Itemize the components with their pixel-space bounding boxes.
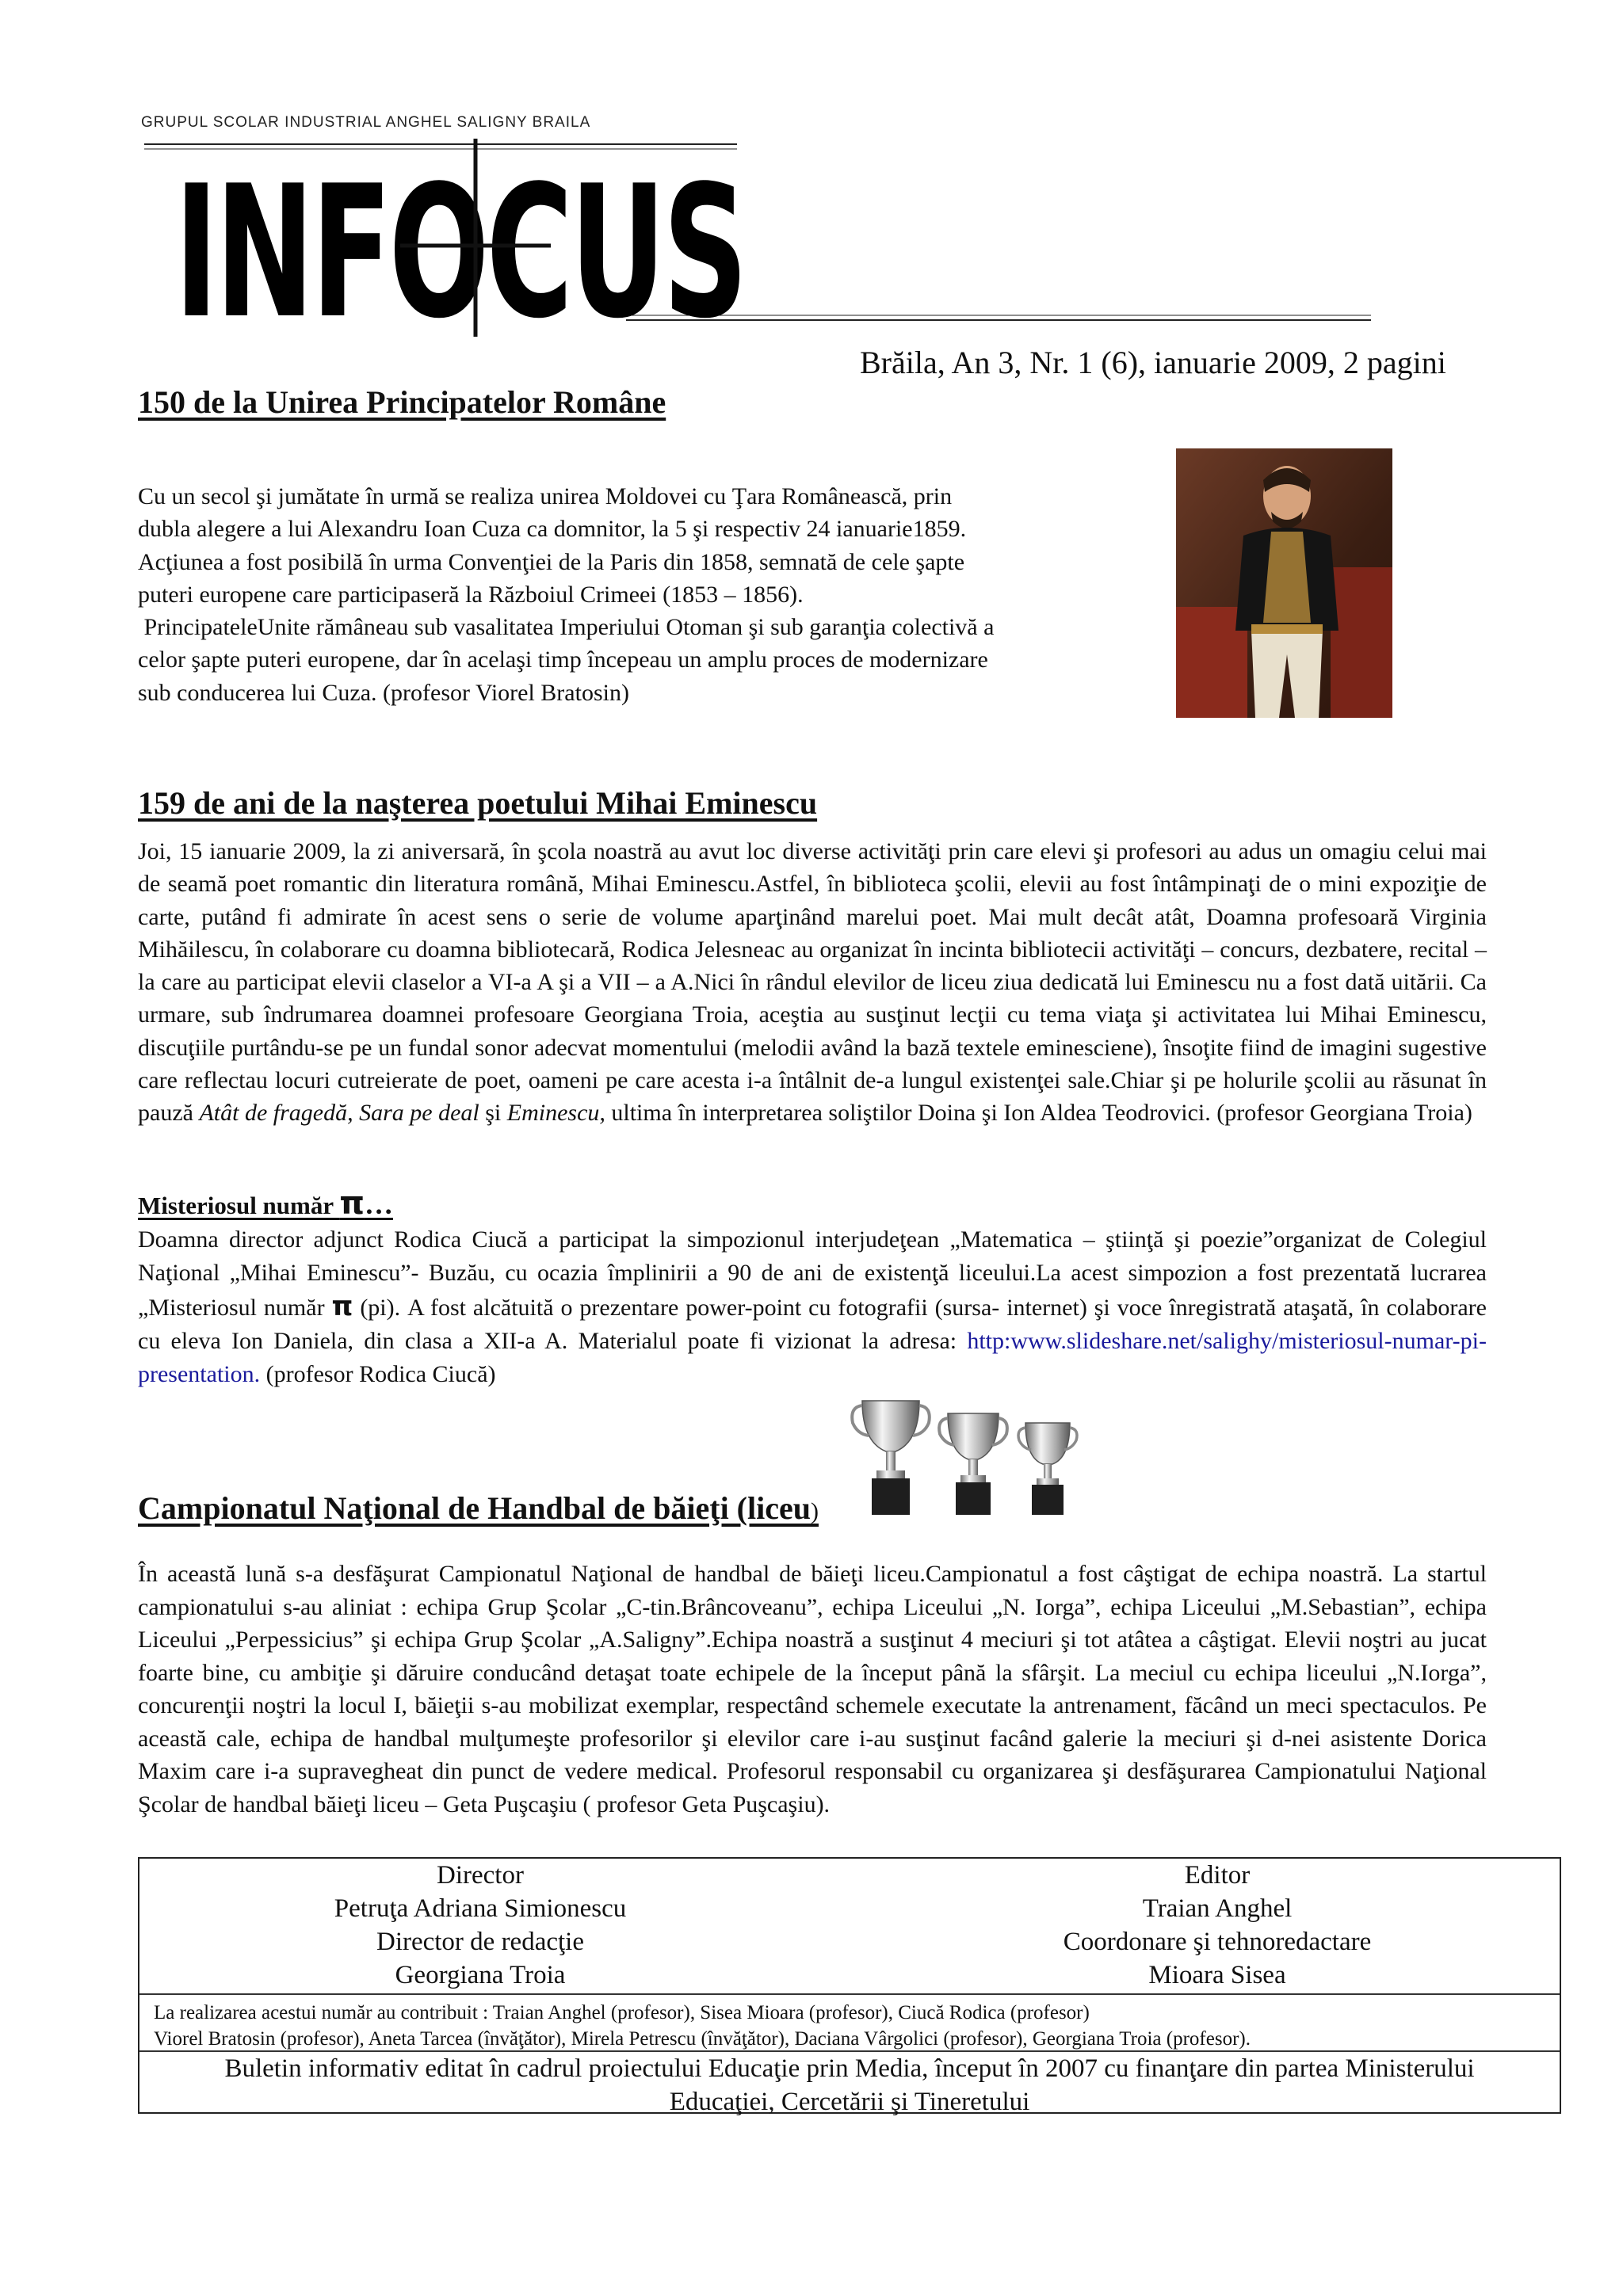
article3-body	[138, 1223, 1487, 1391]
article2-song3: Eminescu,	[506, 1100, 605, 1127]
article2-conj: şi	[479, 1100, 507, 1127]
credits-right-line: Coordonare şi tehnoredactare	[1063, 1928, 1372, 1956]
article1-line: puteri europene care participaseră la Războiul Crimeei (1853 – 1856).	[138, 581, 804, 608]
credits-left-line: Petruţa Adriana Simionescu	[334, 1894, 627, 1923]
contributors	[139, 1993, 1560, 2052]
credits-left-line: Director	[437, 1861, 524, 1890]
credits-right-line: Editor	[1184, 1861, 1251, 1890]
article1-line: Cu un secol şi jumătate în urmă se realiza unirea Moldovei cu Ţara Românească, prin	[138, 483, 953, 509]
article3-text-mid: (pi). A fost alcătuită o prezentare power-point cu fotografii (sursa- internet) şi voce înregistrată ataşată, în colaborare cu eleva Ion Daniela, din clasa a XII-a A. Materialul poate fi vizionat la adresa:	[138, 1295, 1487, 1354]
credits-box	[138, 1857, 1561, 2114]
pi-symbol: π	[339, 1185, 365, 1222]
school-name: GRUPUL SCOLAR INDUSTRIAL ANGHEL SALIGNY BRAILA	[141, 114, 591, 131]
article1-line: celor şapte puteri europene, dar în acelaşi timp începeau un amplu proces de modernizare	[138, 646, 988, 673]
article1-line: dubla alegere a lui Alexandru Ioan Cuza ca domnitor, la 5 şi respectiv 24 ianuarie1859.	[138, 516, 967, 543]
trophies-image	[846, 1394, 1097, 1521]
pi-symbol-inline: π	[331, 1291, 353, 1322]
article2-title: 159 de ani de la naşterea poetului Mihai Eminescu	[138, 785, 818, 821]
trophy-icon	[852, 1401, 930, 1515]
credits-right-line: Traian Anghel	[1142, 1894, 1293, 1923]
article1-line: PrincipateleUnite rămâneau sub vasalitatea Imperiului Otoman şi sub garanţia colectivă a	[138, 614, 995, 641]
article3-text-end: (profesor Rodica Ciucă)	[260, 1361, 496, 1387]
footer-line: Buletin informativ editat în cadrul proiectului Educaţie prin Media, început în 2007 cu finanţare din partea Ministerului	[224, 2054, 1475, 2083]
trophy-icon	[939, 1413, 1007, 1515]
masthead-logo	[135, 135, 1387, 349]
article2-text-end: ultima în interpretarea soliştilor Doina şi Ion Aldea Teodrovici. (profesor Georgiana Troia)	[605, 1100, 1472, 1127]
article1-line: Acţiunea a fost posibilă în urma Convenţiei de la Paris din 1858, semnată de cele şapte	[138, 548, 965, 575]
article1-body	[138, 480, 1132, 709]
article4-title-paren: )	[810, 1498, 819, 1524]
article4-title	[138, 1489, 819, 1527]
credits-left	[139, 1859, 821, 1992]
article1-line: sub conducerea lui Cuza. (profesor Viorel Bratosin)	[138, 679, 629, 706]
contributors-line: La realizarea acestui număr au contribuit : Traian Anghel (profesor), Sisea Mioara (profesor), Ciucă Rodica (profesor)	[154, 2002, 1090, 2023]
credits-right	[964, 1859, 1471, 1992]
footer-line: Educaţiei, Cercetării şi Tineretului	[669, 2088, 1030, 2116]
contributors-line: Viorel Bratosin (profesor), Aneta Tarcea (învăţător), Mirela Petrescu (învăţător), Daciana Vârgolici (profesor), Georgiana Troia (profesor).	[154, 2028, 1251, 2050]
article3-text: Doamna director adjunct Rodica Ciucă a participat la simpozionul interjudeţean „Matematica – ştiinţă şi poezie”organizat de Colegiul Naţional „Mihai Eminescu”- Buzău, cu ocazia împlinirii a 90 de ani de existenţă liceului.La acest simpozion a fost prezentată lucrarea „Misteriosul număr	[138, 1226, 1487, 1321]
credits-right-line: Mioara Sisea	[1148, 1961, 1286, 1989]
article2-text: Joi, 15 ianuarie 2009, la zi aniversară, în şcola noastră au avut loc diverse activităţi prin care elevi şi profesori au adus un omagiu celui mai de seamă poet romantic din literatura română, Mihai Eminescu.Astfel, în biblioteca şcolii, elevii au fost întâmpinaţi de o mini expoziţie de carte, putând fi admirate în acest sens o serie de volume aparţinând marelui poet. Mai mult decât atât, Doamna profesoară Virginia Mihăilescu, în colaborare cu doamna bibliotecară, Rodica Jelesneac au organizat în incinta bibliotecii activităţi – concurs, dezbatere, recital – la care au participat elevii claselor a VI-a A şi a VII – a A.Nici în rândul elevilor de liceu ziua dedicată lui Eminescu nu a fost dată uitării. Ca urmare, sub îndrumarea doamnei profesoare Georgiana Troia, aceştia au susţinut lecţii cu tema viaţa şi activitatea lui Mihai Eminescu, discuţiile purtându-se pe un fundal sonor adecvat momentului (melodii având la bază textele eminesciene), însoţite fiind de imagini sugestive care reflectau locuri cutreierate de poet, oameni pe care acesta i-a întâlnit de-a lungul existenţei sale.Chiar şi pe holurile şcolii au răsunat în pauză	[138, 838, 1487, 1127]
logo-text: INFOCUS	[174, 147, 745, 349]
article3-title-text: Misteriosul număr	[138, 1192, 340, 1219]
credits-left-line: Georgiana Troia	[395, 1961, 566, 1989]
article1-title: 150 de la Unirea Principatelor Române	[138, 384, 666, 420]
credits-footer	[139, 2050, 1560, 2119]
article4-body: În această lună s-a desfăşurat Campionatul Naţional de handbal de băieţi liceu.Campionatul a fost câştigat de echipa noastră. La startul campionatului s-au aliniat : echipa Grup Şcolar „C-tin.Brâncoveanu”, echipa Liceului „N. Iorga”, echipa Liceului „M.Sebastian”, echipa Liceului „Perpessicius” şi echipa Grup Şcolar „A.Saligny”.Echipa noastră a susţinut 4 meciuri şi tot atâtea a câştigat. Elevii noştri au jucat foarte bine, cu ambiţie şi dăruire conducând detaşat toate echipele de la început până la sfârşit. La meciul cu echipa liceului „N.Iorga”, concurenţii noştri la locul I, băieţii s-au mobilizat exemplar, respectând schemele executate la antrenament, făcând un meci spectaculos. Pe această cale, echipa de handbal mulţumeşte profesorilor şi elevilor care i-au susţinut facând galerie la meciuri şi d-nei asistente Dorica Maxim care i-a supravegheat din punct de vedere medical. Profesorul responsabil cu organizarea şi desfăşurarea Campionatului Naţional Şcolar de handbal băieţi liceu – Geta Puşcaşiu ( profesor Geta Puşcaşiu).	[138, 1561, 1487, 1817]
article3-title	[138, 1185, 393, 1222]
article2-body	[138, 835, 1487, 1130]
presentation-link[interactable]: http:www.slideshare.net/salighy/misteriosul-numar-pi-presentation.	[138, 1328, 1487, 1387]
trophy-icon	[1018, 1423, 1077, 1515]
credits-left-line: Director de redacţie	[376, 1928, 584, 1956]
article3-ellipsis: …	[364, 1188, 393, 1220]
article2-songs: Atât de fragedă, Sara pe deal	[199, 1100, 479, 1127]
article4-title-text: Campionatul Naţional de Handbal de băieţi (liceu	[138, 1490, 811, 1526]
portrait-image	[1176, 448, 1392, 718]
issue-info: Brăila, An 3, Nr. 1 (6), ianuarie 2009, 2 pagini	[860, 345, 1446, 380]
